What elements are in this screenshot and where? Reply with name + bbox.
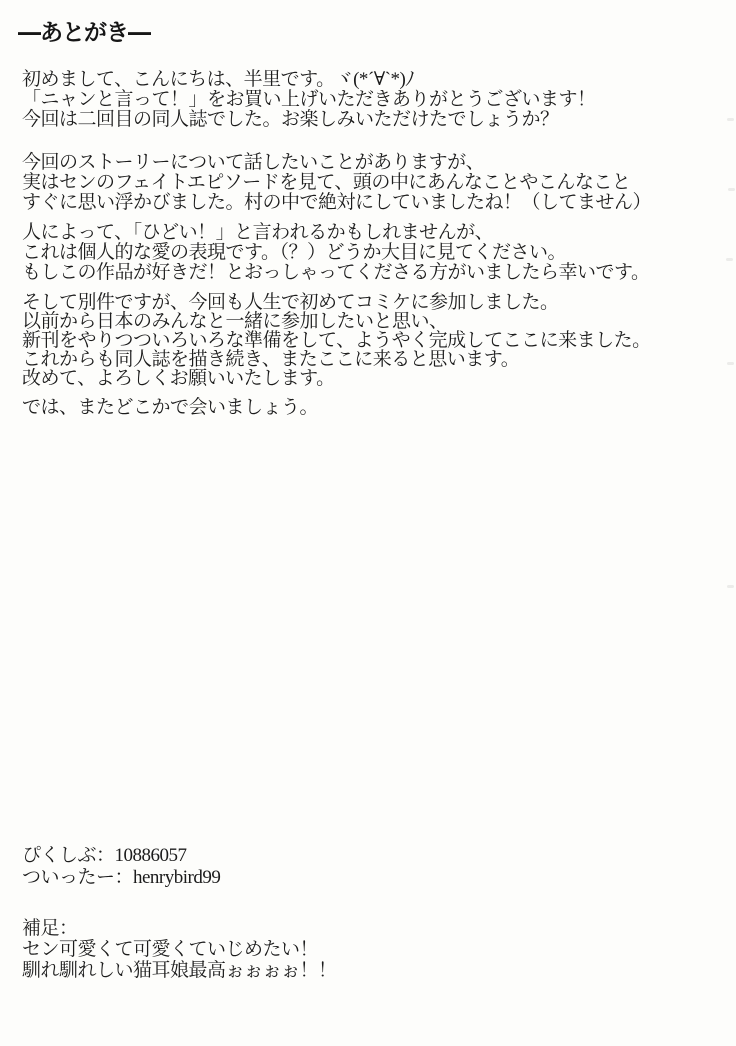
scan-bleed-mark	[726, 258, 733, 261]
text-line: これは個人的な愛の表現です。（？）どうか大目に見てください。	[22, 242, 566, 263]
text-line: 今回のストーリーについて話したいことがありますが、	[22, 152, 485, 173]
text-line: もしこの作品が好きだ！とおっしゃってくださる方がいましたら幸いです。	[22, 262, 650, 283]
text-line: 人によって、「ひどい！」と言われるかもしれませんが、	[22, 222, 494, 243]
scan-bleed-mark	[728, 188, 735, 191]
text-line: 初めまして、こんにちは、半里です。ヾ(*´∀`*)ﾉ	[22, 69, 415, 90]
pixiv-id: ぴくしぶ：10886057	[22, 845, 187, 866]
text-line: これからも同人誌を描き続き、またここに来ると思います。	[22, 349, 520, 370]
text-line: 馴れ馴れしい猫耳娘最高ぉぉぉぉ！！	[22, 960, 337, 981]
paragraph-story	[22, 153, 728, 213]
contact-info	[22, 845, 728, 889]
paragraph-love-expression	[22, 223, 728, 283]
text-line: すぐに思い浮かびました。村の中で絶対にしていましたね！（してません）	[22, 192, 652, 213]
page-title: ―あとがき―	[18, 20, 150, 46]
scan-bleed-mark	[727, 118, 734, 121]
paragraph-greeting	[22, 70, 728, 130]
supplementary-note	[22, 918, 728, 981]
scan-bleed-mark	[727, 362, 734, 365]
text-line: 補足：	[22, 918, 78, 939]
paragraph-comiket	[22, 293, 728, 388]
twitter-id: ついったー：henrybird99	[22, 867, 221, 888]
text-line: 以前から日本のみんなと一緒に参加したいと思い、	[22, 311, 448, 332]
text-line: そして別件ですが、今回も人生で初めてコミケに参加しました。	[22, 292, 559, 313]
text-line: セン可愛くて可愛くていじめたい！	[22, 939, 319, 960]
text-line: では、またどこかで会いましょう。	[22, 397, 319, 418]
text-line: 「ニャンと言って！」をお買い上げいただきありがとうございます！	[22, 89, 596, 110]
text-line: 実はセンのフェイトエピソードを見て、頭の中にあんなことやこんなこと	[22, 172, 631, 193]
text-line: 改めて、よろしくお願いいたします。	[22, 368, 335, 389]
scan-bleed-mark	[727, 585, 734, 588]
text-line: 今回は二回目の同人誌でした。お楽しみいただけたでしょうか？	[22, 109, 559, 130]
paragraph-farewell	[22, 398, 728, 418]
text-line: 新刊をやりつついろいろな準備をして、ようやく完成してここに来ました。	[22, 330, 651, 351]
